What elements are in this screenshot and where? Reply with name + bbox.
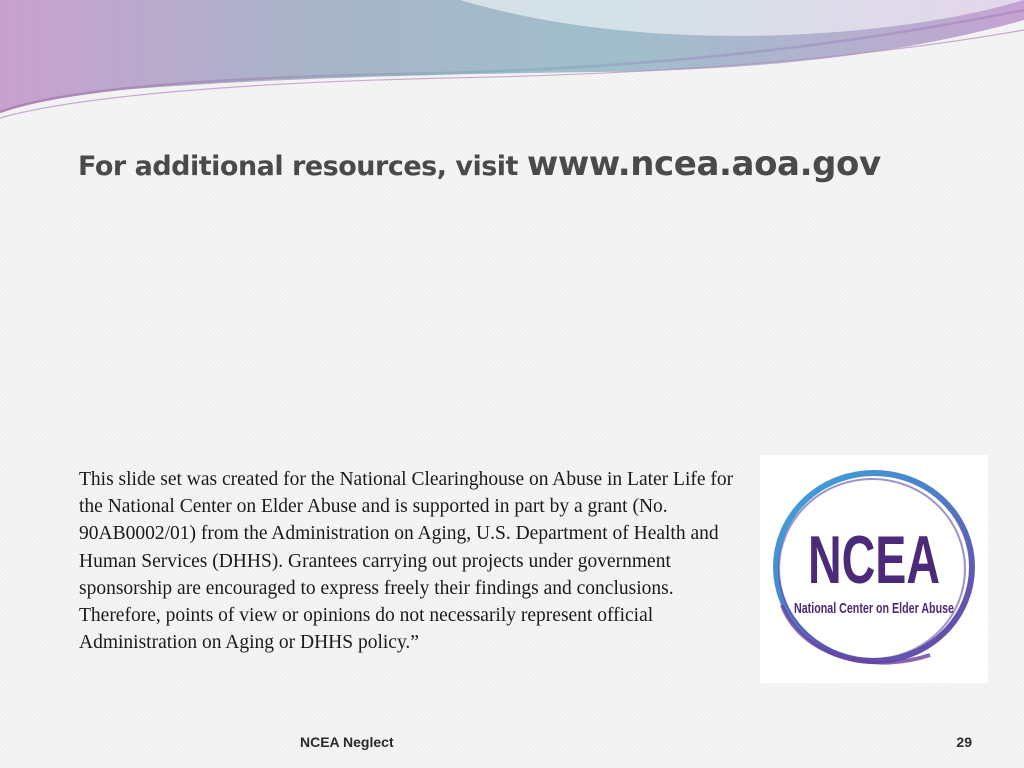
page-number: 29: [956, 734, 972, 750]
title-text: For additional resources, visit: [78, 151, 527, 182]
title-url-link[interactable]: www.ncea.aoa.gov: [526, 144, 881, 184]
header-swoosh-decoration: [0, 0, 1024, 125]
ncea-logo: [760, 455, 988, 683]
ncea-logo-graphic: [760, 455, 988, 683]
footer-title: NCEA Neglect: [300, 734, 394, 750]
disclaimer-text: This slide set was created for the National Clearinghouse on Abuse in Later Life for the National Center on Elder Abuse and is supported in part by a grant (No. 90AB0002/01) from the Administration on Aging, U.S. Department of Health and Human Services (DHHS). Grantees carrying out projects under government sponsorship are encouraged to express freely their findings and conclusions. Therefore, points of view or opinions do not necessarily represent official Administration on Aging or DHHS policy.”: [79, 469, 734, 654]
logo-name: National Center on Elder Abuse: [794, 600, 954, 617]
slide-title: [78, 140, 881, 191]
logo-acronym: NCEA: [808, 522, 940, 598]
